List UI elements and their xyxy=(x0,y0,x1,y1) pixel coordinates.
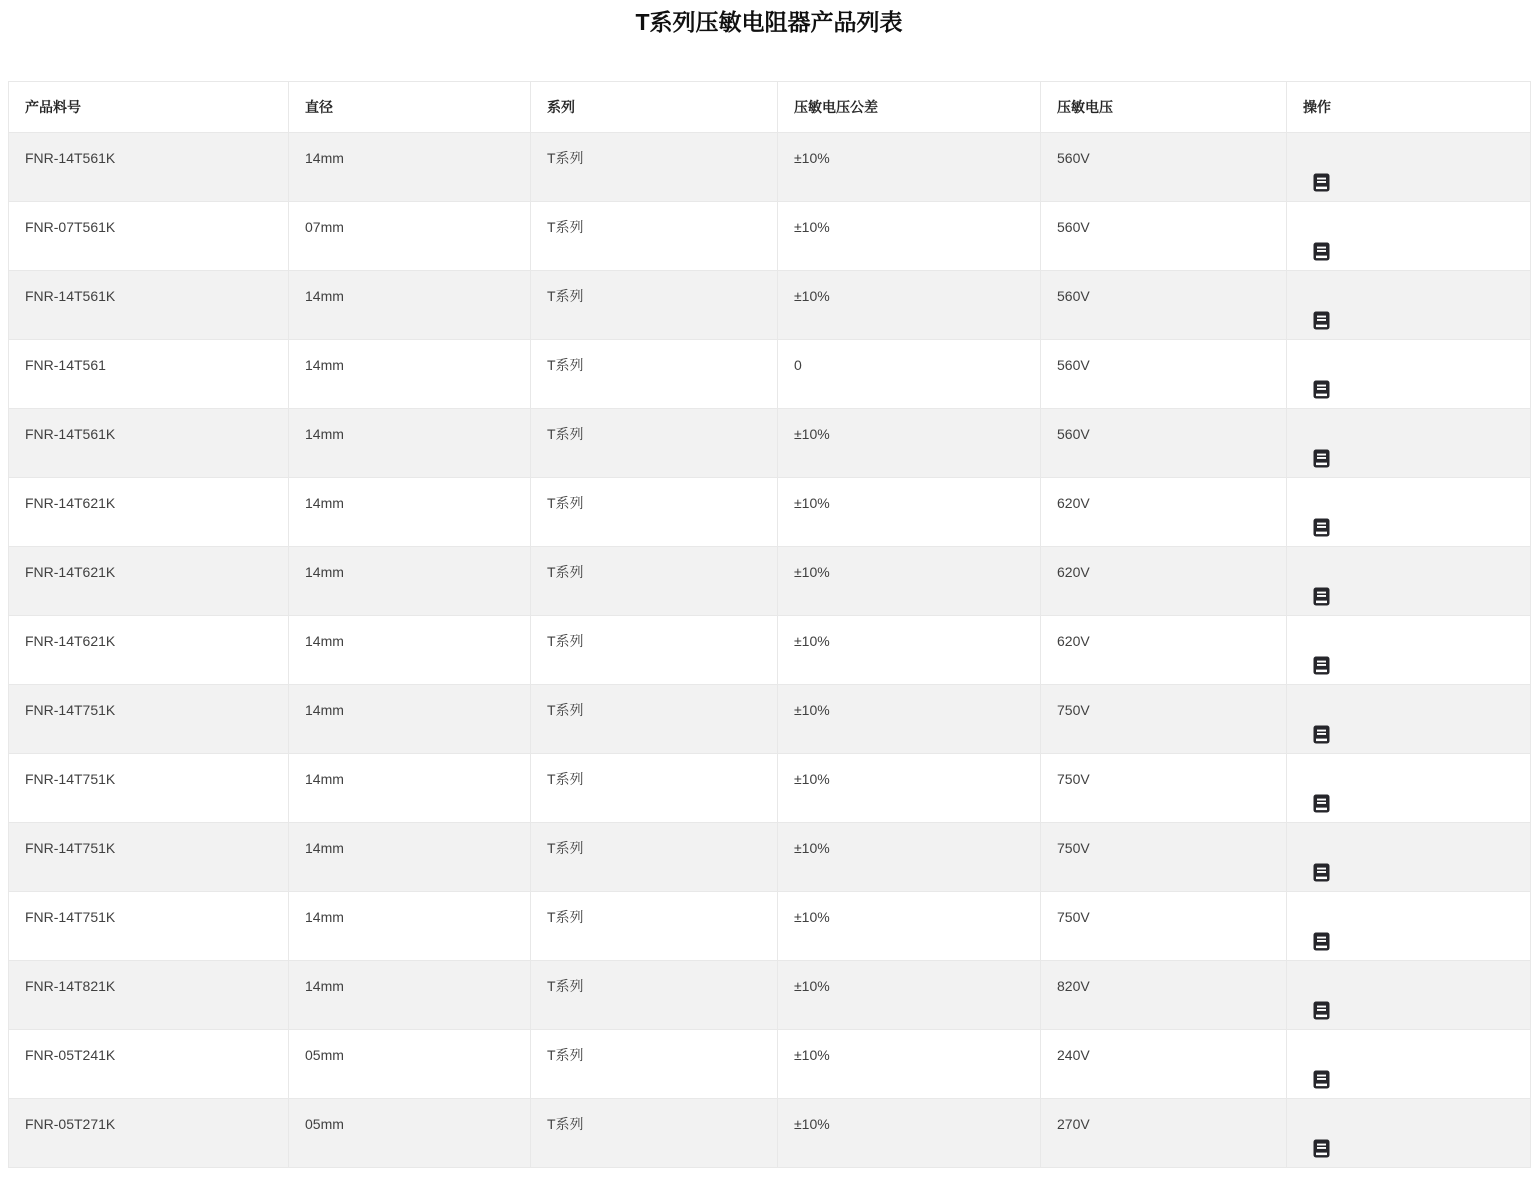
journal-icon xyxy=(1313,656,1330,675)
cell-series: T系列 xyxy=(531,478,778,547)
journal-icon xyxy=(1313,932,1330,951)
view-detail-button[interactable] xyxy=(1313,656,1330,675)
col-header-voltage: 压敏电压 xyxy=(1041,82,1287,133)
journal-icon xyxy=(1313,380,1330,399)
cell-series: T系列 xyxy=(531,892,778,961)
cell-part-no: FNR-14T751K xyxy=(9,892,289,961)
col-header-part-no: 产品料号 xyxy=(9,82,289,133)
cell-diameter: 14mm xyxy=(289,961,531,1030)
cell-tolerance: ±10% xyxy=(778,409,1041,478)
journal-icon xyxy=(1313,863,1330,882)
cell-part-no: FNR-14T821K xyxy=(9,961,289,1030)
cell-action xyxy=(1287,892,1531,961)
cell-voltage: 750V xyxy=(1041,892,1287,961)
product-table xyxy=(8,81,1531,1168)
cell-diameter: 14mm xyxy=(289,685,531,754)
cell-action xyxy=(1287,547,1531,616)
table-row xyxy=(9,961,1531,1030)
cell-series: T系列 xyxy=(531,1030,778,1099)
cell-series: T系列 xyxy=(531,133,778,202)
table-row xyxy=(9,1030,1531,1099)
cell-action xyxy=(1287,685,1531,754)
cell-diameter: 05mm xyxy=(289,1030,531,1099)
cell-diameter: 14mm xyxy=(289,892,531,961)
cell-voltage: 560V xyxy=(1041,271,1287,340)
cell-action xyxy=(1287,616,1531,685)
cell-action xyxy=(1287,823,1531,892)
col-header-diameter: 直径 xyxy=(289,82,531,133)
cell-part-no: FNR-14T561K xyxy=(9,271,289,340)
cell-voltage: 750V xyxy=(1041,823,1287,892)
cell-action xyxy=(1287,754,1531,823)
view-detail-button[interactable] xyxy=(1313,1001,1330,1020)
cell-voltage: 560V xyxy=(1041,202,1287,271)
cell-action xyxy=(1287,271,1531,340)
cell-part-no: FNR-14T621K xyxy=(9,616,289,685)
cell-part-no: FNR-14T561 xyxy=(9,340,289,409)
cell-tolerance: ±10% xyxy=(778,823,1041,892)
cell-tolerance: ±10% xyxy=(778,271,1041,340)
cell-diameter: 14mm xyxy=(289,271,531,340)
journal-icon xyxy=(1313,518,1330,537)
view-detail-button[interactable] xyxy=(1313,311,1330,330)
table-row xyxy=(9,478,1531,547)
cell-diameter: 14mm xyxy=(289,616,531,685)
cell-action xyxy=(1287,133,1531,202)
view-detail-button[interactable] xyxy=(1313,242,1330,261)
cell-series: T系列 xyxy=(531,961,778,1030)
cell-series: T系列 xyxy=(531,271,778,340)
journal-icon xyxy=(1313,311,1330,330)
cell-voltage: 620V xyxy=(1041,478,1287,547)
journal-icon xyxy=(1313,242,1330,261)
cell-part-no: FNR-14T561K xyxy=(9,409,289,478)
journal-icon xyxy=(1313,725,1330,744)
journal-icon xyxy=(1313,1070,1330,1089)
view-detail-button[interactable] xyxy=(1313,380,1330,399)
cell-series: T系列 xyxy=(531,1099,778,1168)
page-title: T系列压敏电阻器产品列表 xyxy=(635,9,903,35)
cell-series: T系列 xyxy=(531,547,778,616)
cell-series: T系列 xyxy=(531,202,778,271)
table-row xyxy=(9,823,1531,892)
cell-tolerance: ±10% xyxy=(778,892,1041,961)
cell-voltage: 750V xyxy=(1041,754,1287,823)
view-detail-button[interactable] xyxy=(1313,1070,1330,1089)
col-header-tolerance: 压敏电压公差 xyxy=(778,82,1041,133)
table-body xyxy=(9,133,1531,1168)
col-header-action: 操作 xyxy=(1287,82,1531,133)
cell-series: T系列 xyxy=(531,616,778,685)
cell-diameter: 07mm xyxy=(289,202,531,271)
cell-diameter: 14mm xyxy=(289,547,531,616)
cell-part-no: FNR-14T751K xyxy=(9,823,289,892)
cell-diameter: 14mm xyxy=(289,754,531,823)
table-row xyxy=(9,409,1531,478)
cell-action xyxy=(1287,1030,1531,1099)
cell-tolerance: ±10% xyxy=(778,961,1041,1030)
cell-voltage: 270V xyxy=(1041,1099,1287,1168)
cell-part-no: FNR-05T241K xyxy=(9,1030,289,1099)
cell-part-no: FNR-14T621K xyxy=(9,547,289,616)
cell-tolerance: ±10% xyxy=(778,547,1041,616)
cell-diameter: 14mm xyxy=(289,133,531,202)
cell-part-no: FNR-14T561K xyxy=(9,133,289,202)
cell-tolerance: ±10% xyxy=(778,685,1041,754)
cell-part-no: FNR-07T561K xyxy=(9,202,289,271)
table-row xyxy=(9,754,1531,823)
view-detail-button[interactable] xyxy=(1313,725,1330,744)
cell-voltage: 820V xyxy=(1041,961,1287,1030)
cell-diameter: 14mm xyxy=(289,823,531,892)
view-detail-button[interactable] xyxy=(1313,587,1330,606)
cell-tolerance: ±10% xyxy=(778,478,1041,547)
cell-diameter: 05mm xyxy=(289,1099,531,1168)
product-table-container xyxy=(8,81,1530,1168)
view-detail-button[interactable] xyxy=(1313,863,1330,882)
journal-icon xyxy=(1313,1139,1330,1158)
cell-voltage: 560V xyxy=(1041,340,1287,409)
cell-series: T系列 xyxy=(531,685,778,754)
cell-action xyxy=(1287,409,1531,478)
view-detail-button[interactable] xyxy=(1313,449,1330,468)
cell-series: T系列 xyxy=(531,823,778,892)
cell-part-no: FNR-05T271K xyxy=(9,1099,289,1168)
cell-action xyxy=(1287,202,1531,271)
table-row xyxy=(9,133,1531,202)
view-detail-button[interactable] xyxy=(1313,794,1330,813)
cell-voltage: 560V xyxy=(1041,133,1287,202)
cell-tolerance: ±10% xyxy=(778,1099,1041,1168)
cell-tolerance: ±10% xyxy=(778,754,1041,823)
cell-series: T系列 xyxy=(531,754,778,823)
header-row xyxy=(9,82,1531,133)
table-row xyxy=(9,547,1531,616)
table-row xyxy=(9,892,1531,961)
cell-voltage: 560V xyxy=(1041,409,1287,478)
table-header xyxy=(9,82,1531,133)
table-row xyxy=(9,340,1531,409)
cell-tolerance: 0 xyxy=(778,340,1041,409)
table-row xyxy=(9,271,1531,340)
cell-tolerance: ±10% xyxy=(778,202,1041,271)
cell-tolerance: ±10% xyxy=(778,1030,1041,1099)
view-detail-button[interactable] xyxy=(1313,518,1330,537)
cell-diameter: 14mm xyxy=(289,409,531,478)
journal-icon xyxy=(1313,449,1330,468)
cell-series: T系列 xyxy=(531,409,778,478)
cell-voltage: 620V xyxy=(1041,547,1287,616)
cell-voltage: 240V xyxy=(1041,1030,1287,1099)
table-row xyxy=(9,202,1531,271)
cell-part-no: FNR-14T751K xyxy=(9,754,289,823)
table-row xyxy=(9,616,1531,685)
cell-action xyxy=(1287,1099,1531,1168)
journal-icon xyxy=(1313,587,1330,606)
cell-part-no: FNR-14T751K xyxy=(9,685,289,754)
table-row xyxy=(9,1099,1531,1168)
table-row xyxy=(9,685,1531,754)
journal-icon xyxy=(1313,1001,1330,1020)
journal-icon xyxy=(1313,173,1330,192)
cell-action xyxy=(1287,478,1531,547)
cell-action xyxy=(1287,961,1531,1030)
cell-diameter: 14mm xyxy=(289,340,531,409)
cell-diameter: 14mm xyxy=(289,478,531,547)
cell-part-no: FNR-14T621K xyxy=(9,478,289,547)
cell-voltage: 620V xyxy=(1041,616,1287,685)
cell-voltage: 750V xyxy=(1041,685,1287,754)
journal-icon xyxy=(1313,794,1330,813)
cell-tolerance: ±10% xyxy=(778,133,1041,202)
view-detail-button[interactable] xyxy=(1313,932,1330,951)
cell-series: T系列 xyxy=(531,340,778,409)
view-detail-button[interactable] xyxy=(1313,173,1330,192)
view-detail-button[interactable] xyxy=(1313,1139,1330,1158)
cell-action xyxy=(1287,340,1531,409)
cell-tolerance: ±10% xyxy=(778,616,1041,685)
col-header-series: 系列 xyxy=(531,82,778,133)
